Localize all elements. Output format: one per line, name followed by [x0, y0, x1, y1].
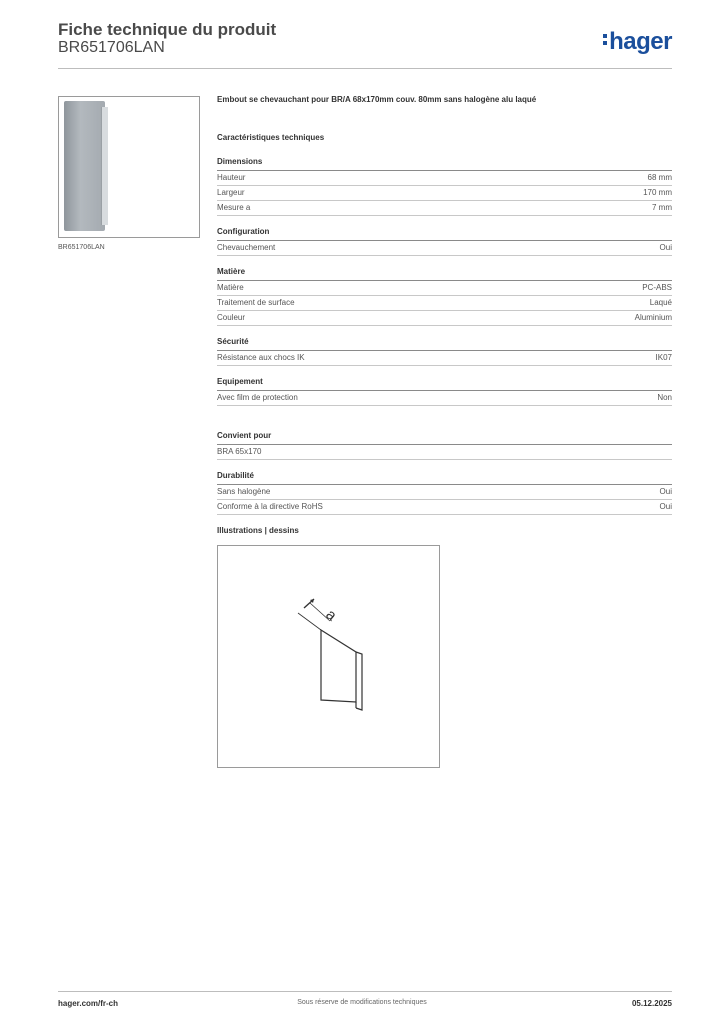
- dimension-label-a: a: [322, 606, 340, 625]
- spec-row: [217, 311, 672, 326]
- panel-outline: [321, 630, 356, 702]
- spec-label: Avec film de protection: [217, 393, 298, 402]
- spec-label: Largeur: [217, 188, 245, 197]
- spec-label: Traitement de surface: [217, 298, 295, 307]
- spec-label: BRA 65x170: [217, 447, 262, 456]
- section-durability: [217, 470, 672, 515]
- product-description: Embout se chevauchant pour BR/A 68x170mm couv. 80mm sans halogène alu laqué: [217, 95, 537, 104]
- spec-value: 170 mm: [643, 188, 672, 197]
- section-title: Sécurité: [217, 336, 672, 351]
- spec-value: PC-ABS: [642, 283, 672, 292]
- section-title: Matière: [217, 266, 672, 281]
- product-image-caption: BR651706LAN: [58, 244, 105, 251]
- footer-website-link[interactable]: hager.com/fr-ch: [58, 999, 119, 1008]
- spec-value: Non: [657, 393, 672, 402]
- document-title: Fiche technique du produit: [58, 20, 277, 39]
- spec-value: Oui: [659, 243, 672, 252]
- spec-label: Matière: [217, 283, 244, 292]
- spec-value: Oui: [659, 502, 672, 511]
- spec-row: [217, 171, 672, 186]
- spec-value: 68 mm: [647, 173, 672, 182]
- logo-dots-icon: [603, 31, 608, 48]
- spec-row: [217, 201, 672, 216]
- spec-row: [217, 445, 672, 460]
- hager-logo: [603, 28, 672, 56]
- spec-value: Oui: [659, 487, 672, 496]
- spec-label: Sans halogène: [217, 487, 271, 496]
- spec-row: [217, 296, 672, 311]
- spec-label: Chevauchement: [217, 243, 276, 252]
- panel-lip: [356, 652, 362, 710]
- spec-row: [217, 186, 672, 201]
- section-configuration: [217, 226, 672, 256]
- spec-content: [217, 94, 672, 525]
- end-cap-lip: [101, 107, 108, 225]
- spec-label: Mesure a: [217, 203, 251, 212]
- section-spacer: [217, 416, 672, 430]
- illustrations-title: Illustrations | dessins: [217, 526, 299, 535]
- section-material: [217, 266, 672, 326]
- section-title: Equipement: [217, 376, 672, 391]
- footer-date: 05.12.2025: [631, 999, 672, 1008]
- end-cap-drawing: [218, 546, 439, 767]
- dimension-extension-left: [298, 613, 321, 630]
- characteristics-heading: Caractéristiques techniques: [217, 133, 325, 142]
- footer-divider: [58, 991, 672, 992]
- spec-label: Conforme à la directive RoHS: [217, 502, 323, 511]
- section-title: Configuration: [217, 226, 672, 241]
- product-reference: BR651706LAN: [58, 39, 165, 56]
- spec-row: [217, 241, 672, 256]
- spec-row: [217, 351, 672, 366]
- section-title: Dimensions: [217, 156, 672, 171]
- spec-row: [217, 281, 672, 296]
- spec-label: Hauteur: [217, 173, 246, 182]
- section-dimensions: [217, 156, 672, 216]
- section-suitable-for: [217, 430, 672, 460]
- end-cap-panel: [64, 101, 105, 231]
- spec-value: 7 mm: [652, 203, 672, 212]
- spec-label: Couleur: [217, 313, 246, 322]
- spec-row: [217, 391, 672, 406]
- section-title: Convient pour: [217, 430, 672, 445]
- product-image: [58, 96, 200, 238]
- section-title: Durabilité: [217, 470, 672, 485]
- spec-row: [217, 485, 672, 500]
- spec-value: IK07: [655, 353, 672, 362]
- section-safety: [217, 336, 672, 366]
- section-equipment: [217, 376, 672, 406]
- spec-value: Aluminium: [634, 313, 672, 322]
- footer-notice: Sous réserve de modifications techniques: [297, 999, 427, 1006]
- spec-value: Laqué: [649, 298, 672, 307]
- spec-label: Résistance aux chocs IK: [217, 353, 305, 362]
- spec-row: [217, 500, 672, 515]
- logo-text: hager: [609, 28, 672, 55]
- header-divider: [58, 68, 672, 69]
- technical-drawing: [217, 545, 440, 768]
